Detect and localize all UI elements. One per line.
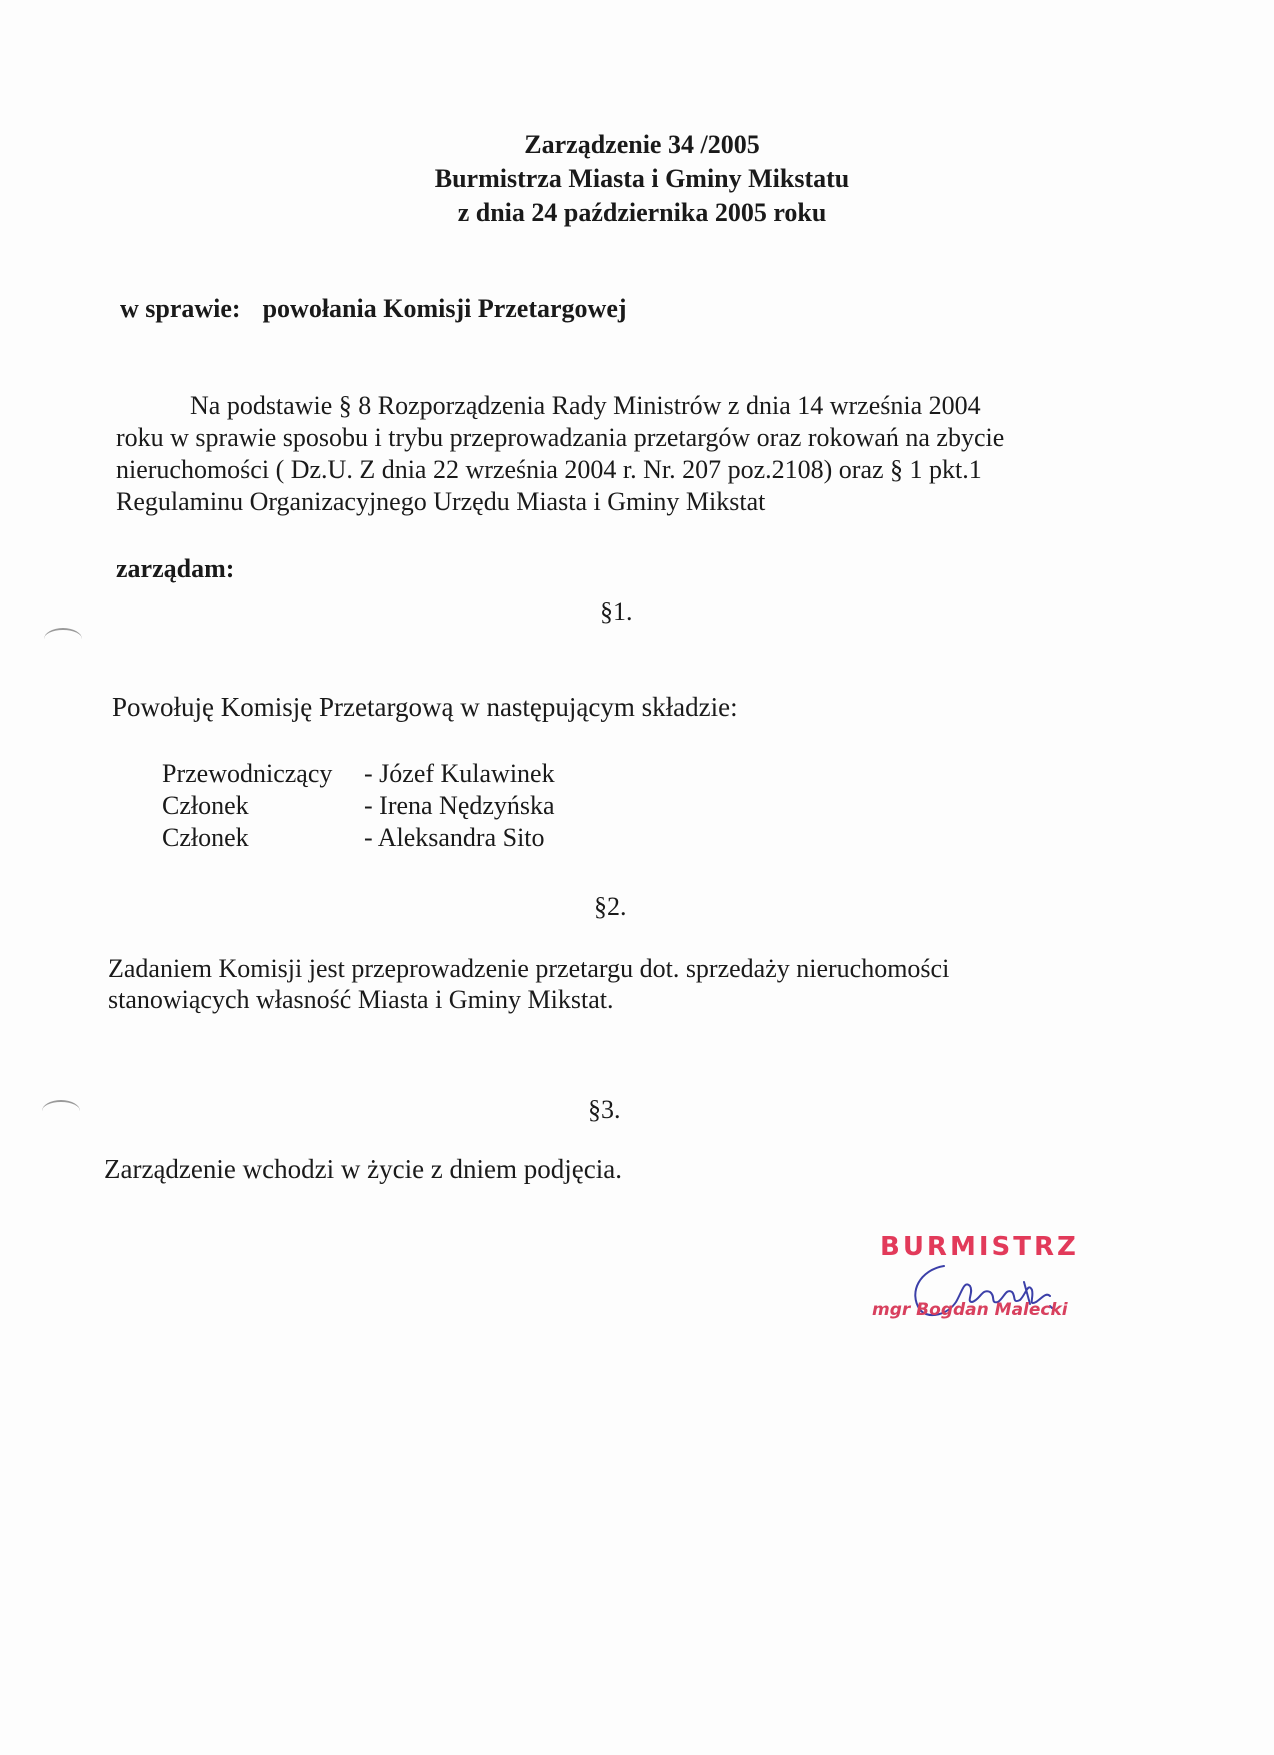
legal-basis [116, 390, 1126, 518]
member-role: Członek [162, 823, 249, 852]
section-1-number: §1. [600, 597, 633, 626]
member-row [162, 758, 555, 790]
section-3-number: §3. [588, 1095, 621, 1124]
task-line-1: Zadaniem Komisji jest przeprowadzenie przetargu dot. sprzedaży nieruchomości [108, 954, 950, 983]
decree-issuer: Burmistrza Miasta i Gminy Mikstatu [434, 164, 850, 193]
member-name: - Aleksandra Sito [364, 823, 545, 852]
commission-members [162, 758, 555, 854]
mayor-stamp [860, 1232, 1100, 1342]
subject-text: powołania Komisji Przetargowej [262, 294, 627, 323]
member-row [162, 790, 555, 822]
member-name: - Józef Kulawinek [364, 759, 555, 788]
stamp-name: mgr Bogdan Malecki [872, 1300, 1068, 1320]
member-role: Członek [162, 791, 249, 820]
task-line-2: stanowiących własność Miasta i Gminy Mikstat. [108, 985, 614, 1014]
section-1-intro: Powołuję Komisję Przetargową w następującym składzie: [112, 692, 738, 722]
document-header [0, 128, 1274, 230]
section-2-text [108, 953, 1158, 1015]
member-role: Przewodniczący [162, 759, 333, 788]
decree-label: zarządam: [116, 554, 235, 583]
punch-hole-mark [44, 628, 82, 650]
basis-line-1: Na podstawie § 8 Rozporządzenia Rady Ministrów z dnia 14 września 2004 [190, 391, 981, 420]
subject-label: w sprawie: [120, 294, 241, 323]
basis-line-3: nieruchomości ( Dz.U. Z dnia 22 września 2004 r. Nr. 207 poz.2108) oraz § 1 pkt.1 [116, 455, 982, 484]
punch-hole-mark [42, 1100, 80, 1122]
decree-number: Zarządzenie 34 /2005 [524, 130, 760, 159]
subject-line [120, 294, 627, 324]
basis-line-2: roku w sprawie sposobu i trybu przeprowadzania przetargów oraz rokowań na zbycie [116, 423, 1005, 452]
stamp-title: BURMISTRZ [880, 1232, 1079, 1262]
member-name: - Irena Nędzyńska [364, 791, 555, 820]
section-2-number: §2. [594, 892, 627, 921]
basis-line-4: Regulaminu Organizacyjnego Urzędu Miasta i Gminy Mikstat [116, 487, 766, 516]
section-3-text: Zarządzenie wchodzi w życie z dniem podjęcia. [104, 1154, 622, 1184]
member-row [162, 822, 555, 854]
decree-date: z dnia 24 października 2005 roku [457, 198, 827, 227]
